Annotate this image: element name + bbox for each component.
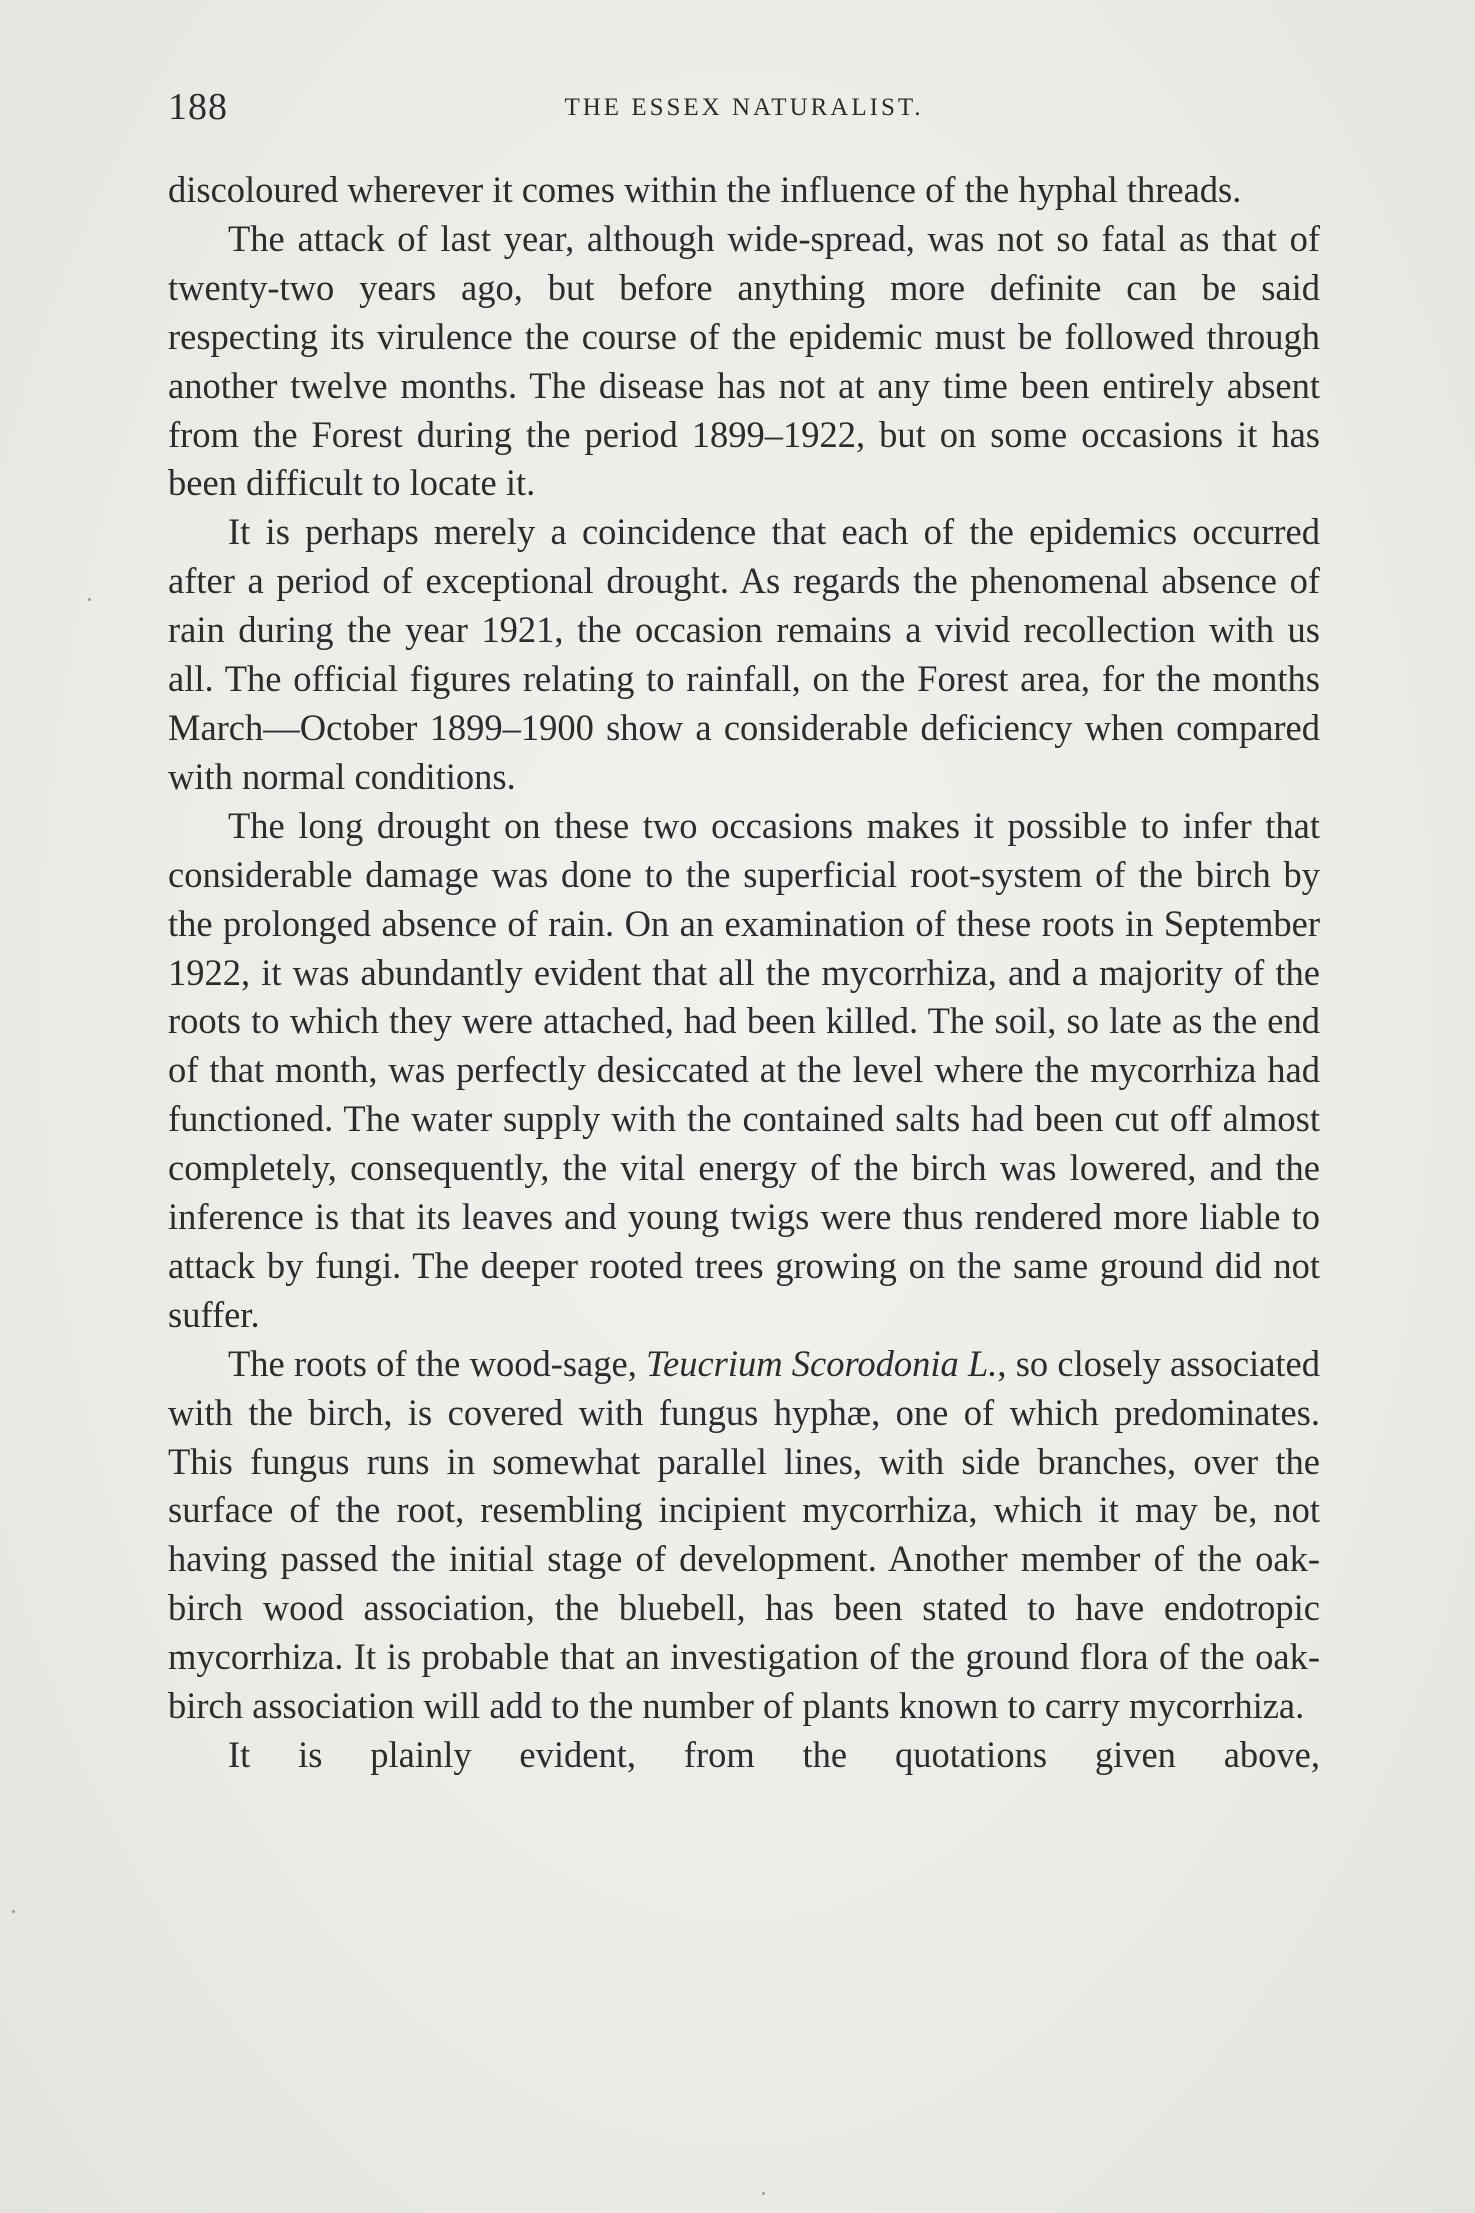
paragraph-wood-sage bbox=[168, 1340, 1320, 1731]
paragraph-continuation: discoloured wherever it comes within the influence of the hyphal threads. bbox=[168, 169, 1242, 210]
wood-sage-text-before: The roots of the wood-sage, bbox=[228, 1342, 647, 1384]
species-name-italic: Teucrium Scorodonia L. bbox=[646, 1342, 998, 1384]
running-head bbox=[168, 82, 1320, 132]
paper-speck bbox=[762, 2192, 765, 2195]
paper-speck bbox=[12, 1910, 15, 1913]
paragraph-root-damage: The long drought on these two occasions makes it possible to infer that considerable damage was done to the superficial root-system of the birch by the prolonged absence of rain. On an examination of these roots in September 1922, it was abundantly evident that all the mycorrhiza, and a majority of the roots to which they were attached, had been killed. The soil, so late as the end of that month, was perfectly desiccated at the level where the mycorrhiza had functioned. The water supply with the contained salts had been cut off almost completely, consequently, the vital energy of the birch was lowered, and the inference is that its leaves and young twigs were thus rendered more liable to attack by fungi. The deeper rooted trees growing on the same ground did not suffer. bbox=[168, 804, 1320, 1335]
body-text bbox=[168, 166, 1320, 1780]
paragraph-final-line: It is plainly evident, from the quotations given above, bbox=[228, 1734, 1320, 1775]
paragraph-drought-coincidence: It is perhaps merely a coincidence that each of the epidemics occurred after a period of exceptional drought. As regards the phenomenal absence of rain during the year 1921, the occasion remains a vivid recollection with us all. The official figures relating to rainfall, on the Forest area, for the months March—October 1899–1900 show a considerable deficiency when compared with normal conditions. bbox=[168, 511, 1320, 797]
paragraph-attack-last-year: The attack of last year, although wide-spread, was not so fatal as that of twenty-two years ago, but before anything more definite can be said respecting its virulence the course of the epidemic must be followed through another twelve months. The disease has not at any time been entirely absent from the Forest during the period 1899–1922, but on some occasions it has been difficult to locate it. bbox=[168, 217, 1320, 504]
wood-sage-text-after: , so closely associated with the birch, is covered with fungus hyphæ, one of which predominates. This fungus runs in somewhat parallel lines, with side branches, over the surface of the root, resembling incipient mycorrhiza, which it may be, not having passed the initial stage of development. Another member of the oak-birch wood association, the bluebell, has been stated to have endotropic mycorrhiza. It is probable that an investigation of the ground flora of the oak-birch association will add to the number of plants known to carry mycorrhiza. bbox=[168, 1342, 1320, 1727]
journal-title: THE ESSEX NATURALIST. bbox=[564, 94, 924, 121]
paper-speck bbox=[88, 598, 91, 601]
page-number: 188 bbox=[168, 86, 228, 128]
